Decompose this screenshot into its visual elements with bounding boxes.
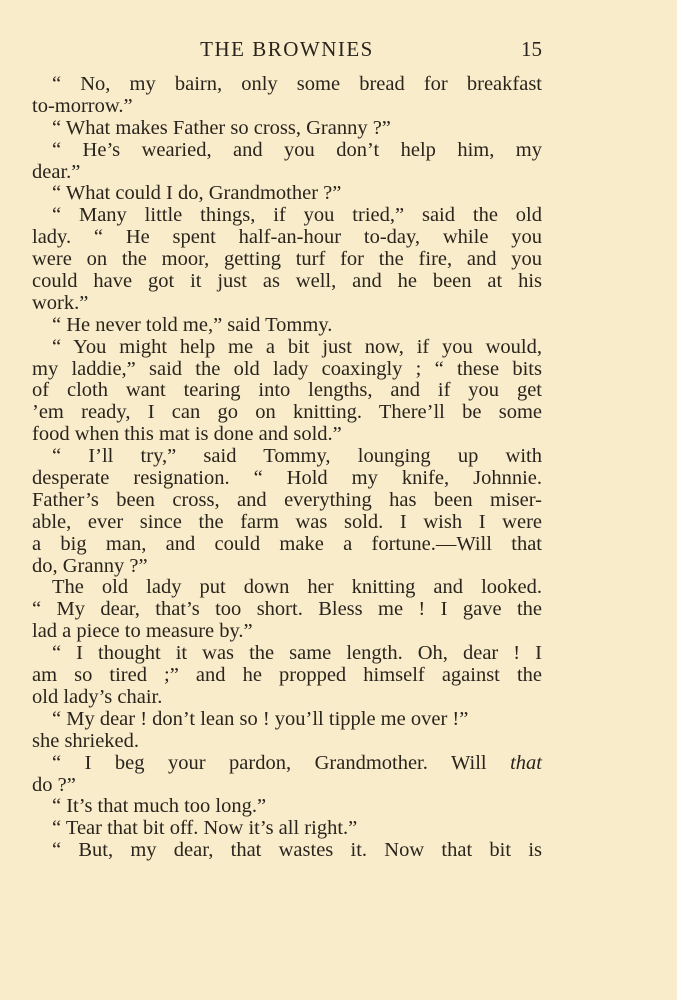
text-line-content: food when this mat is done and sold.” [32,423,342,446]
text-line [32,205,542,227]
text-line-content: “ I’ll try,” said Tommy, lounging up with [52,445,542,468]
text-line [32,402,542,424]
text-line-content: could have got it just as well, and he been at his [32,270,542,293]
text-line [32,293,542,315]
text-line [32,380,542,402]
text-line-content: lad a piece to measure by.” [32,620,253,643]
text-line-content: “ It’s that much too long.” [52,795,267,818]
text-line [32,337,542,359]
italic-emphasis: that [510,751,543,774]
text-line [32,249,542,271]
text-line [32,818,542,840]
text-line [32,490,542,512]
page-number: 15 [521,37,542,61]
text-line [32,424,542,446]
text-line [32,315,542,337]
text-line [32,796,542,818]
text-line-content: Father’s been cross, and everything has been miser- [32,488,542,511]
text-line-content: do, Granny ?” [32,554,148,577]
text-line-content: ’em ready, I can go on knitting. There’ll be some [32,401,542,424]
text-line [32,183,542,205]
text-line [32,577,542,599]
text-line-content: “ My dear ! don’t lean so ! you’ll tipple me over !” [52,707,469,730]
text-line-content: desperate resignation. “ Hold my knife, Johnnie. [32,467,542,490]
text-line-content: of cloth want tearing into lengths, and if you get [32,379,542,402]
text-line-content: “ Many little things, if you tried,” said the old [52,204,542,227]
text-line [32,753,542,775]
text-line [32,709,542,731]
text-line [32,74,542,96]
text-line-content: a big man, and could make a fortune.—Will that [32,532,542,555]
text-line-content: “ No, my bairn, only some bread for breakfast [52,73,542,95]
text-line-content: my laddie,” said the old lady coaxingly ; “ these bits [32,357,542,380]
text-line-content: to-morrow.” [32,94,133,117]
text-line [32,665,542,687]
text-line-content: work.” [32,291,89,314]
text-line-content: am so tired ;” and he propped himself against the [32,664,542,687]
text-line-content: old lady’s chair. [32,685,163,708]
text-line [32,512,542,534]
text-line-content: The old lady put down her knitting and looked. [52,576,542,599]
text-line [32,599,542,621]
text-line-content: “ You might help me a bit just now, if you would, [52,335,542,358]
text-line-content: “ He’s wearied, and you don’t help him, my [52,138,542,161]
text-line [32,643,542,665]
text-line-content: do ?” [32,773,76,796]
text-line-content: “ I beg your pardon, Grandmother. Will [52,751,487,774]
text-line [32,621,542,643]
text-line [32,96,542,118]
running-head [32,34,542,64]
text-line-content: “ He never told me,” said Tommy. [52,313,333,336]
text-line-content: “ I thought it was the same length. Oh, dear ! I [52,642,542,665]
text-line-content: “ My dear, that’s too short. Bless me ! I gave the [32,598,542,621]
text-line-content: dear.” [32,160,81,183]
text-line [32,227,542,249]
text-line-content: were on the moor, getting turf for the fire, and you [32,248,542,271]
text-line [32,556,542,578]
text-line [32,162,542,184]
text-line-content: “ But, my dear, that wastes it. Now that bit is [52,839,542,862]
text-line [32,359,542,381]
text-line [32,446,542,468]
text-line-content: “ What could I do, Grandmother ?” [52,182,342,205]
text-line [32,731,542,753]
text-line-content: “ Tear that bit off. Now it’s all right.” [52,817,358,840]
text-line [32,140,542,162]
text-line [32,118,542,140]
text-line-content: lady. “ He spent half-an-hour to-day, while you [32,226,542,249]
text-line [32,468,542,490]
text-line-content: able, ever since the farm was sold. I wish I were [32,510,542,533]
text-line-content: “ What makes Father so cross, Granny ?” [52,116,391,139]
text-line [32,775,542,797]
text-line [32,534,542,556]
body-text [32,74,542,862]
running-title: THE BROWNIES [200,37,374,61]
text-line [32,271,542,293]
text-line-content: she shrieked. [32,729,140,752]
text-line [32,687,542,709]
text-line [32,840,542,862]
